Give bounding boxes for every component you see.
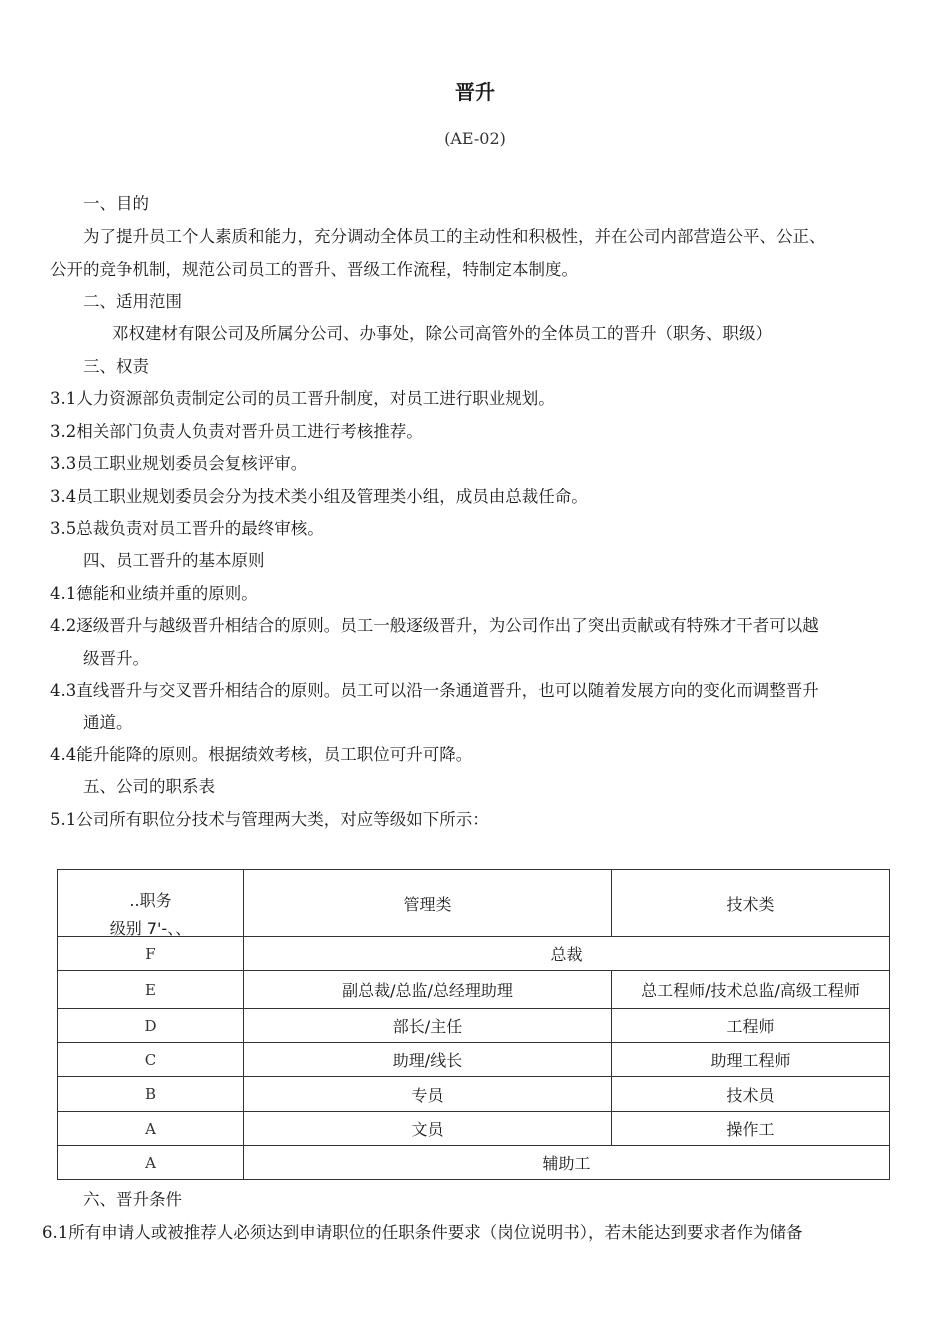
level-cell: A bbox=[58, 1146, 244, 1180]
section-heading-scope: 二、适用范围 bbox=[83, 292, 182, 311]
table-row bbox=[58, 1009, 890, 1043]
item-text: 员工职业规划委员会分为技术类小组及管理类小组，成员由总裁任命。 bbox=[76, 487, 588, 506]
section-heading-job-table: 五、公司的职系表 bbox=[83, 777, 215, 796]
list-item bbox=[50, 519, 324, 539]
item-number: 3.4 bbox=[50, 487, 77, 506]
technical-position-cell: 技术员 bbox=[612, 1077, 890, 1112]
job-level-table bbox=[57, 869, 889, 1180]
item-text: 直线晋升与交叉晋升相结合的原则。员工可以沿一条通道晋升，也可以随着发展方向的变化而调整晋升 bbox=[76, 681, 819, 700]
item-number: 4.1 bbox=[50, 584, 77, 603]
management-position-cell: 助理/线长 bbox=[244, 1043, 612, 1077]
level-cell: D bbox=[58, 1009, 244, 1043]
technical-position-cell: 操作工 bbox=[612, 1112, 890, 1146]
list-item bbox=[50, 454, 307, 474]
list-item bbox=[50, 422, 423, 442]
document-title: 晋升 bbox=[455, 80, 495, 104]
management-position-cell: 文员 bbox=[244, 1112, 612, 1146]
document-code: (AE-02) bbox=[444, 129, 506, 148]
table-row bbox=[58, 1043, 890, 1077]
purpose-paragraph-line2: 公开的竞争机制，规范公司员工的晋升、晋级工作流程，特制定本制度。 bbox=[50, 260, 578, 279]
technical-position-cell: 工程师 bbox=[612, 1009, 890, 1043]
item-text: 人力资源部负责制定公司的员工晋升制度，对员工进行职业规划。 bbox=[76, 389, 555, 408]
management-position-cell: 专员 bbox=[244, 1077, 612, 1112]
item-number: 3.1 bbox=[50, 389, 77, 408]
section-heading-principles: 四、员工晋升的基本原则 bbox=[83, 551, 265, 570]
item-number: 3.5 bbox=[50, 519, 77, 538]
item-text: 所有申请人或被推荐人必须达到申请职位的任职条件要求（岗位说明书），若未能达到要求者作为储备 bbox=[68, 1223, 803, 1242]
table-corner-header bbox=[58, 870, 244, 937]
level-cell: A bbox=[58, 1112, 244, 1146]
list-item bbox=[50, 487, 588, 507]
list-item bbox=[50, 389, 555, 409]
item-number: 6.1 bbox=[42, 1223, 69, 1242]
table-row bbox=[58, 1146, 890, 1180]
item-text: 能升能降的原则。根据绩效考核，员工职位可升可降。 bbox=[76, 745, 473, 764]
level-cell: E bbox=[58, 971, 244, 1009]
item-text: 总裁负责对员工晋升的最终审核。 bbox=[76, 519, 324, 538]
list-item bbox=[50, 584, 258, 604]
column-header-technical: 技术类 bbox=[612, 870, 890, 937]
list-item-continuation: 级晋升。 bbox=[83, 649, 149, 668]
column-header-management: 管理类 bbox=[244, 870, 612, 937]
item-number: 3.3 bbox=[50, 454, 77, 473]
corner-label-position: ..职务 bbox=[129, 891, 172, 910]
item-text: 逐级晋升与越级晋升相结合的原则。员工一般逐级晋升，为公司作出了突出贡献或有特殊才干者可以越 bbox=[76, 616, 819, 635]
corner-label-level: 级别 7'-、、 bbox=[109, 919, 192, 938]
technical-position-cell: 助理工程师 bbox=[612, 1043, 890, 1077]
scope-paragraph: 邓权建材有限公司及所属分公司、办事处，除公司高管外的全体员工的晋升（职务、职级） bbox=[112, 324, 772, 343]
merged-position-cell: 总裁 bbox=[244, 937, 890, 971]
list-item bbox=[50, 810, 489, 830]
management-position-cell: 副总裁/总监/总经理助理 bbox=[244, 971, 612, 1009]
table-row bbox=[58, 971, 890, 1009]
item-number: 5.1 bbox=[50, 810, 77, 829]
technical-position-cell: 总工程师/技术总监/高级工程师 bbox=[612, 971, 890, 1009]
item-text: 相关部门负责人负责对晋升员工进行考核推荐。 bbox=[76, 422, 423, 441]
section-heading-conditions: 六、晋升条件 bbox=[83, 1190, 182, 1209]
item-number: 4.3 bbox=[50, 681, 77, 700]
purpose-paragraph-line1: 为了提升员工个人素质和能力，充分调动全体员工的主动性和积极性，并在公司内部营造公平、公正、 bbox=[83, 227, 826, 246]
table-row bbox=[58, 1112, 890, 1146]
management-position-cell: 部长/主任 bbox=[244, 1009, 612, 1043]
level-cell: F bbox=[58, 937, 244, 971]
level-cell: C bbox=[58, 1043, 244, 1077]
list-item-continuation: 通道。 bbox=[83, 713, 133, 732]
item-text: 公司所有职位分技术与管理两大类，对应等级如下所示： bbox=[76, 810, 489, 829]
level-cell: B bbox=[58, 1077, 244, 1112]
item-text: 员工职业规划委员会复核评审。 bbox=[76, 454, 308, 473]
item-number: 3.2 bbox=[50, 422, 77, 441]
item-text: 德能和业绩并重的原则。 bbox=[76, 584, 258, 603]
list-item bbox=[50, 616, 819, 636]
list-item bbox=[50, 681, 819, 701]
table-row bbox=[58, 937, 890, 971]
section-heading-responsibility: 三、权责 bbox=[83, 357, 149, 376]
list-item bbox=[42, 1223, 803, 1243]
merged-position-cell: 辅助工 bbox=[244, 1146, 890, 1180]
section-heading-purpose: 一、目的 bbox=[83, 194, 149, 213]
table-row bbox=[58, 1077, 890, 1112]
item-number: 4.4 bbox=[50, 745, 77, 764]
item-number: 4.2 bbox=[50, 616, 77, 635]
list-item bbox=[50, 745, 472, 765]
